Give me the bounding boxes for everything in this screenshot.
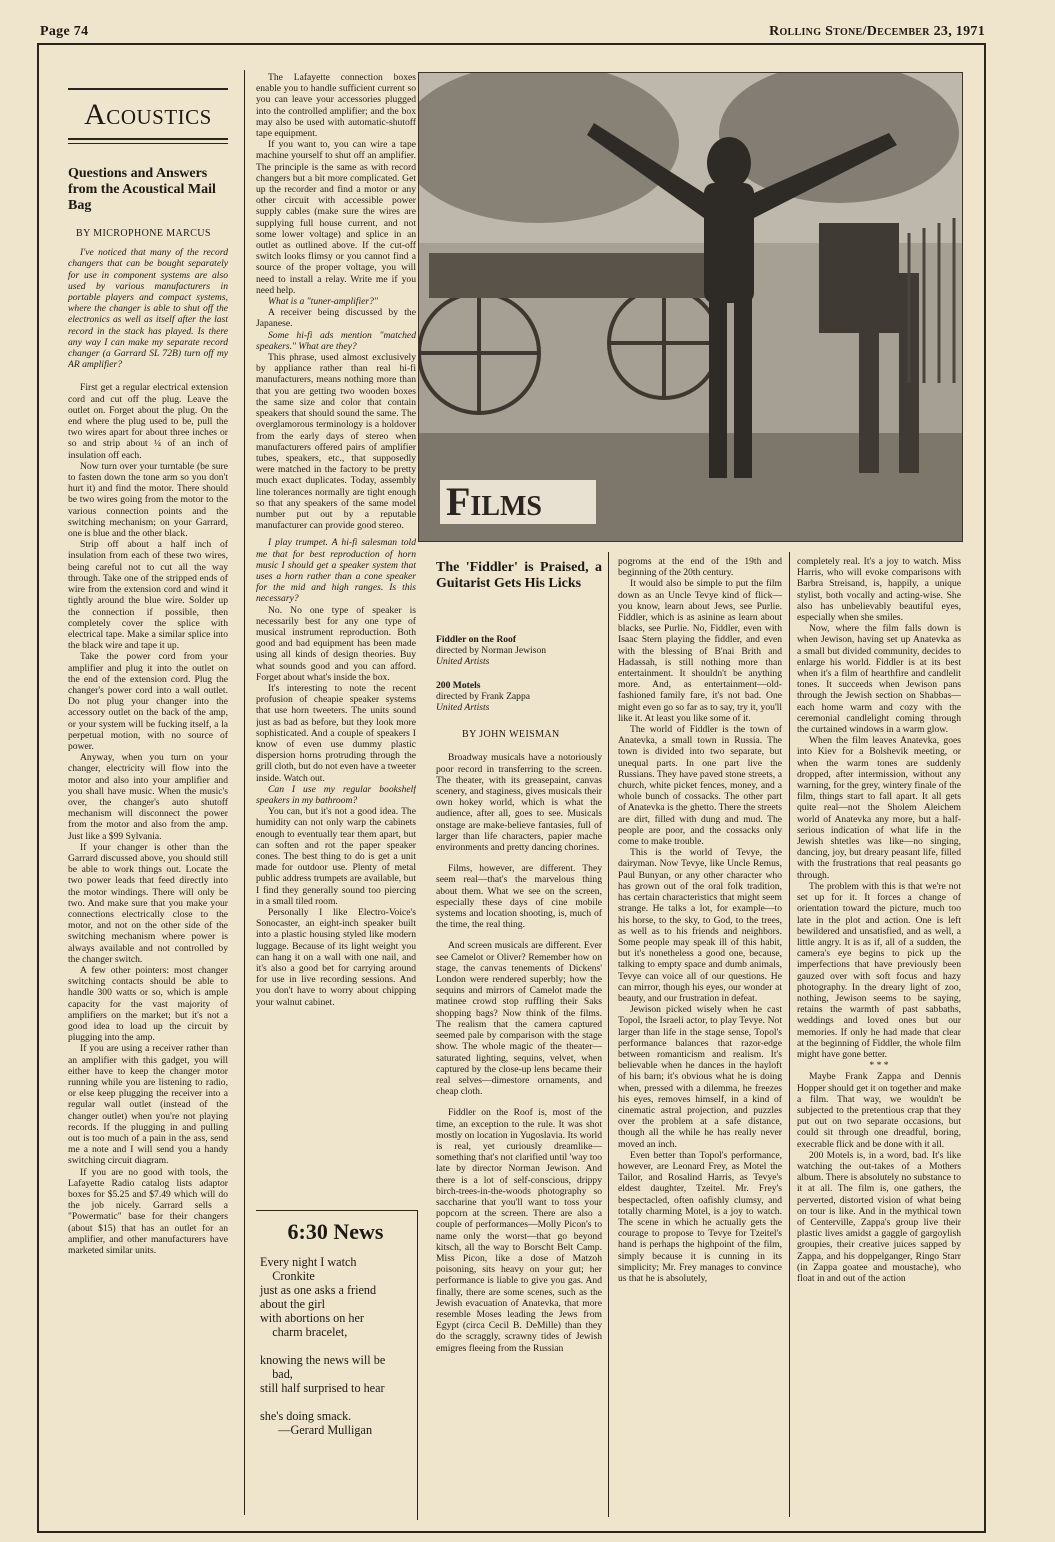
paragraph: Strip off about a half inch of insulation from each of these two wires, being careful not to cut all the way through. Take one of the stripped ends of wire from the extension cord and wind it tightly around the blue wire. Solder up the connection if possible, then completely cover the splice with electrical tape. Make a similar splice into the black wire and tape it up.: [68, 539, 228, 652]
paragraph: pogroms at the end of the 19th and beginning of the 20th century.: [618, 556, 782, 579]
paragraph: This is the world of Tevye, the dairyman. Now Tevye, like Uncle Remus, Paul Bunyan, or any other character who has grown out of the oral folk tradition, has certain characteristics that might seem strange. He talks a lot, for example—to his horse, to the sky, to God, to the trees, as well as to his friends and neighbors. Some people may speak ill of this habit, but it's nonetheless a good one, because, talking to empty space and dumb animals, Tevye can voice all of our questions. He can mirror, though his eyes, our wonder at beauty, and our frustration in defeat.: [618, 847, 782, 1004]
paragraph: Anyway, when you turn on your changer, electricity will flow into the motor and also into your amplifier and you shall have music. When the music's over, the changer's auto shutoff mechanism will disconnect the power from the motor and also from the amp. Just like a $99 Sylvania.: [68, 752, 228, 842]
paragraph: The Lafayette connection boxes enable you to handle sufficient current so you can leave your accessories plugged into the controlled amplifier; and the box may also be used with automatic-shutoff tape equipment.: [256, 72, 416, 140]
poem-box: [256, 1210, 418, 1520]
credit-director: directed by Norman Jewison: [436, 645, 547, 657]
page-header: [40, 24, 985, 44]
credit-title: Fiddler on the Roof: [436, 634, 517, 645]
paragraph: 200 Motels is, in a word, bad. It's like watching the out-takes of a Mothers album. There is absolutely no substance to it at all. The film is, one gathers, the perverted, distorted vision of what being on tour is like. And in the mythical town of Centerville, Zappa's group live their plastic lives amidst a gaggle of gargoylish groupies, their creative juices sapped by Zappa, and his doppelganger, Ringo Starr (in Zappa goatee and moustache), who float in and out of the action: [797, 1149, 961, 1284]
paragraph: When the film leaves Anatevka, goes into Kiev for a Bolshevik meeting, or when the warm tones are suddenly dropped, after intermission, without any warning, for the grey, wintery finale of the film, things start to fall apart. It all gets quite real—not the Sholem Aleichem world of Anatevka any more, but a half-serious indication of what life in the Jewish shtetles was like—no singing, dancing, joy, but dreary peasant life, filled with the frustrations that real peasants go through.: [797, 735, 961, 881]
paragraph: I've noticed that many of the record changers that can be bought separately for use in component systems are also used by various manufacturers in portable players and compact systems, where the changer is able to shut off the electronics as well as itself after the last record in the stack has played. Is there any way I can make my separate record changer (a Garrard SL 72B) turn off my AR amplifier?: [68, 247, 228, 371]
paragraph: Maybe Frank Zappa and Dennis Hopper should get it on together and make a film. That way, we wouldn't be subjected to the pretentious crap that they put out on two separate occasions, but could sit through one dreadful, boring, execrable flick and be done with it all.: [797, 1071, 961, 1150]
paragraph: First get a regular electrical extension cord and cut off the plug. Leave the outlet on. Forget about the plug. On the end where the plug used to be, pull the two wires apart for about three inches or so and strip about ¼ of an inch of insulation off each.: [68, 382, 228, 461]
paragraph: A few other pointers: most changer switching contacts should be able to handle 300 watts or so, which is ample capacity for the vast majority of amplifiers on the market; but it's not a good idea to load up the circuit by plugging into the amp.: [68, 965, 228, 1044]
credit-director: directed by Frank Zappa: [436, 690, 531, 702]
acoustics-column-2: [256, 72, 416, 1202]
column-divider: [244, 70, 245, 1515]
paragraph: If you are using a receiver rather than an amplifier with this gadget, you will either have to keep the changer motor running while you are listening to radio, or else keep plugging the receiver into a regular wall outlet (instead of the changer outlet) when you're not playing records. If the plugging in and pulling out is too much of a pain in the ass, send me a note and I will send you a handy switching circuit diagram.: [68, 1043, 228, 1167]
section-title-films: Films: [440, 480, 596, 524]
paragraph: A receiver being discussed by the Japanese.: [256, 307, 416, 330]
photo-icon: [419, 73, 962, 541]
paragraph: Jewison picked wisely when he cast Topol, the Israeli actor, to play Tevye. Not larger than life in the stage sense, Topol's performance balances that razor-edge between romanticism and realism. It's believable when he dances in the hayloft of his barn; it's obvious what he is doing when, pressed with a dilemma, he freezes his eyes, removes himself, in a kind of cinematic astral projection, and puzzles over the problem at a safe distance, though all the while he has really never moved an inch.: [618, 1004, 782, 1150]
paragraph: The world of Fiddler is the town of Anatevka, a small town in Russia. The town is divided into two separate, but unequal parts. In one part live the Russians. They have paved stone streets, a church, white picket fences, money, and a whole bunch of cossacks. The other part of Anatevka is the ghetto. There the streets are dirt, filled with dung and mud. The people are poor, and the cossacks only come to make trouble.: [618, 724, 782, 848]
question: Can I use my regular bookshelf speakers in my bathroom?: [256, 783, 416, 806]
question: I play trumpet. A hi-fi salesman told me that for best reproduction of horn music I should get a speaker system that uses a horn rather than a cone speaker for the mid and high ranges. Is this necessary?: [256, 537, 416, 605]
acoustics-column-1: [68, 82, 228, 1482]
acoustics-byline: BY MICROPHONE MARCUS: [76, 228, 211, 239]
column-divider: [789, 552, 790, 1517]
question: What is a "tuner-amplifier?": [268, 296, 378, 308]
paragraph: The problem with this is that we're not set up for it. It forces a change of orientation toward the picture, much too late in the plot and action. One is left bewildered and unsatisfied, and as well, a little angry. It is as if, all of a sudden, the camera's eye begins to pick up the imperfections that have previously been gauzed over with soft focus and hazy photography. In the dreary light of zoo, nothing, Jewison seems to be saying, retains the warmth of past sabbaths, weddings and loved ones but our memories. If only he had made that clear at the beginning of Fiddler, the whole film might have gone better.: [797, 880, 961, 1060]
column-divider: [608, 552, 609, 1517]
paragraph: Now turn over your turntable (be sure to fasten down the tone arm so you don't hurt it) and find the motor. There should be two wires going from the motor to the various connection points and the switching mechanism; on your Garrard, one is blue and the other black.: [68, 460, 228, 540]
credit-studio: United Artists: [436, 656, 490, 668]
separator: * * *: [869, 1060, 889, 1072]
film-still-photo: [418, 72, 963, 542]
films-column-1: [436, 560, 602, 1510]
films-headline: The 'Fiddler' is Praised, a Guitarist Gets His Licks: [436, 560, 602, 591]
paragraph: Take the power cord from your amplifier and plug it into the outlet on the end of the extension cord. Plug the changer's power cord into a wall outlet. Do not plug your changer into the accessory outlet on the back of the amp, or your system will be fucking itself, a la perpetual motion, with no source of power.: [68, 651, 228, 752]
paragraph: Broadway musicals have a notoriously poor record in transferring to the screen. The theater, with its greasepaint, canvas scenery, and staginess, gives musicals their own hokey world, which is what the audience, after all, goes to see. Musicals onstage are make-believe fantasies, full of larger than life characters, papier mache environments and pretty dancing chorines.: [436, 752, 602, 854]
poem-title: 6:30 News: [287, 1219, 384, 1244]
films-column-2: [618, 556, 782, 1514]
films-byline: BY JOHN WEISMAN: [462, 729, 560, 741]
paragraph: If you are no good with tools, the Lafayette Radio catalog lists adaptor boxes for $5.25 and $7.49 which will do the job nicely. Garrard sells a "Powermatic" base for their changers (about $15) that has an outlet for an amplifier, and other manufacturers have marketed similar units.: [68, 1166, 228, 1257]
divider: [68, 138, 228, 140]
paragraph: If you want to, you can wire a tape machine yourself to shut off an amplifier. The principle is the same as with record changers but a bit more complicated. Get up the recorder and find a motor or any other circuit with accessible power supply cables (make sure the wires are supplying full house current, and not some lower voltage) and splice in an outlet as outlined above. If the cut-off switch looks flimsy or you cannot find a source of the proper voltage, you will need to install a relay. Write me if you need help.: [256, 139, 416, 296]
paragraph: Films, however, are different. They seem real—that's the marvelous thing about them. What we see on the screen, especially these days of cine mobile systems and location shooting, is, much of the time, the real thing.: [436, 863, 602, 931]
films-column-3: [797, 556, 961, 1514]
paragraph: And screen musicals are different. Ever see Camelot or Oliver? Remember how on stage, the canvas tenements of Dickens' London were rendered superbly; how the sequins and mirrors of Camelot made the matinee crowd stop ruffling their Saks shopping bags? Now think of the films. The realism that the camera captured seemed pale by comparison with the stage show. The whole magic of the theater—saturated lighting, sequins, velvet, when captured by the close-up lens became their real selves—dimestore ornaments, and cheap cloth.: [436, 940, 602, 1098]
paragraph: You can, but it's not a good idea. The humidity can not only warp the cabinets enough to eventually tear them apart, but can soften and rot the paper speaker cones. The best thing to do is get a unit made for outdoor use. Plenty of metal public address trumpets are available, but I find they generally sound too piercing in a small tiled room.: [256, 806, 416, 907]
paragraph: No. No one type of speaker is necessarily best for any one type of musical instrument reproduction. Both good and bad equipment has been made using all kinds of design theories. Buy what sounds good and you can afford. Forget about what's inside the box.: [256, 604, 416, 683]
divider: [68, 143, 228, 144]
paragraph: If your changer is other than the Garrard discussed above, you should still be able to work things out. Locate the two power leads that feed directly into the motor windings. There will only be two. And make sure that you make your connections electrically close to the motor, and not on the other side of the switching mechanism where power is always available and not controlled by the changer switch.: [68, 841, 228, 965]
masthead: Rolling Stone/December 23, 1971: [769, 24, 985, 39]
acoustics-headline: Questions and Answers from the Acoustical Mail Bag: [68, 166, 216, 213]
section-title-acoustics: Acoustics: [84, 98, 212, 131]
paragraph: Fiddler on the Roof is, most of the time, an exception to the rule. It was shot mostly on location in Yugoslavia. Its world is real, yet curiously dreamlike—something that's not clarified until 'way too late by director Norman Jewison. And there is a lot of self-conscious, drippy birch-trees-in-the-woods photography so saccharine that you'll want to toss your popcorn at the screen. There are also a couple of performances—Molly Picon's to name only the worst—that go beyond kitsch, all the way to Borscht Belt Camp. Miss Picon, like a dose of Matzoh poisoning, sits heavy on your gut; her performance is liable to give you gas. And finally, there are some scenes, such as the Jewish evacuation of Anatevka, that more resemble Moses leading the Jews from Egypt (circa Cecil B. DeMille) than they do the scraggly, scrawny tides of Jewish emigres fleeing from the Russian: [436, 1107, 602, 1354]
film-credits: [436, 634, 602, 713]
question: Some hi-fi ads mention "matched speakers." What are they?: [256, 329, 416, 352]
paragraph: It's interesting to note the recent profusion of cheapie speaker systems that use horn tweeters. The units sound just as bad as before, but they look more sophisticated. And a couple of speakers I know of even use dummy plastic dispersion horns protruding through the grill cloth, but do not even have a tweeter inside. Watch out.: [256, 682, 416, 784]
page-number: Page 74: [40, 24, 89, 39]
paragraph: Now, where the film falls down is when Jewison, having set up Anatevka as a small but divided community, decides to enlarge his world. Fiddler is at its best when it's a film of hearthfire and candlelit tones. It succeeds when Jewison pans through the Jewish section on Shabbas—each home warm and cozy with the ceremonial candlelight coming through the curtained windows in a warm glow.: [797, 623, 961, 736]
paragraph: It would also be simple to put the film down as an Uncle Tevye kind of flick—you know, learn about Jews, see Purlie. Fiddler, which is as asinine as learn about blacks, see Purlie. No, Fiddler, even with Isaac Stern playing the fiddler, and even with the blessing of B'nai Brith and Hadassah, is still nothing more than entertainment. It shouldn't be anything more. And, as entertainment—old-fashioned family fare, it's not bad. One might even go so far as to say, try it, you'll like it. At least you like some of it.: [618, 578, 782, 724]
paragraph: Personally I like Electro-Voice's Sonocaster, an eight-inch speaker built into a plastic housing styled like modern luggage. Because of its light weight you can hang it on a wall with one nail, and it's also a good bet for carrying around for use in live recording sessions. And you don't have to worry about chipping your walnut cabinet.: [256, 907, 416, 1008]
credit-title: 200 Motels: [436, 679, 481, 691]
poem-text: Every night I watch Cronkite just as one asks a friend about the girl with abortions on her charm bracelet, knowing the news will be bad, still half surprised to hear she's doing smack. —Gerard Mulligan: [260, 1255, 386, 1437]
paragraph: Even better than Topol's performance, however, are Leonard Frey, as Motel the Tailor, and Rosalind Harris, as Tevye's eldest daughter, Tzeitel. Mr. Frey's bespectacled, often oafishly clumsy, and totally charming Motel, is a joy to watch. The scene in which he actually gets the courage to propose to Tevye for Tzeitel's hand is perhaps the highpoint of the film, simply because it is cunning in its simplicity; Mr. Frey manages to convince us that he is absolutely,: [618, 1149, 782, 1284]
credit-studio: United Artists: [436, 702, 490, 714]
paragraph: This phrase, used almost exclusively by appliance rather than real hi-fi manufacturers, means nothing more than that you are getting two wooden boxes the same size and color that contain speakers that should sound the same. The overglamorous terminology is a holdover from the early days of stereo when manufacturers offered pairs of amplifier tubes, speakers, etc., that supposedly were matched in the factory to be pretty much exact duplicates. Today, assembly line tolerances normally are tight enough so that any speakers of the same model number put out by a reputable manufacturer can provide good stereo.: [256, 352, 416, 532]
divider: [68, 88, 228, 90]
paragraph: completely real. It's a joy to watch. Miss Harris, who will evoke comparisons with Barbra Streisand, is, happily, a unique stylist, both vocally and acting-wise. She also has unbelievably beautiful eyes, especially when she smiles.: [797, 556, 961, 624]
